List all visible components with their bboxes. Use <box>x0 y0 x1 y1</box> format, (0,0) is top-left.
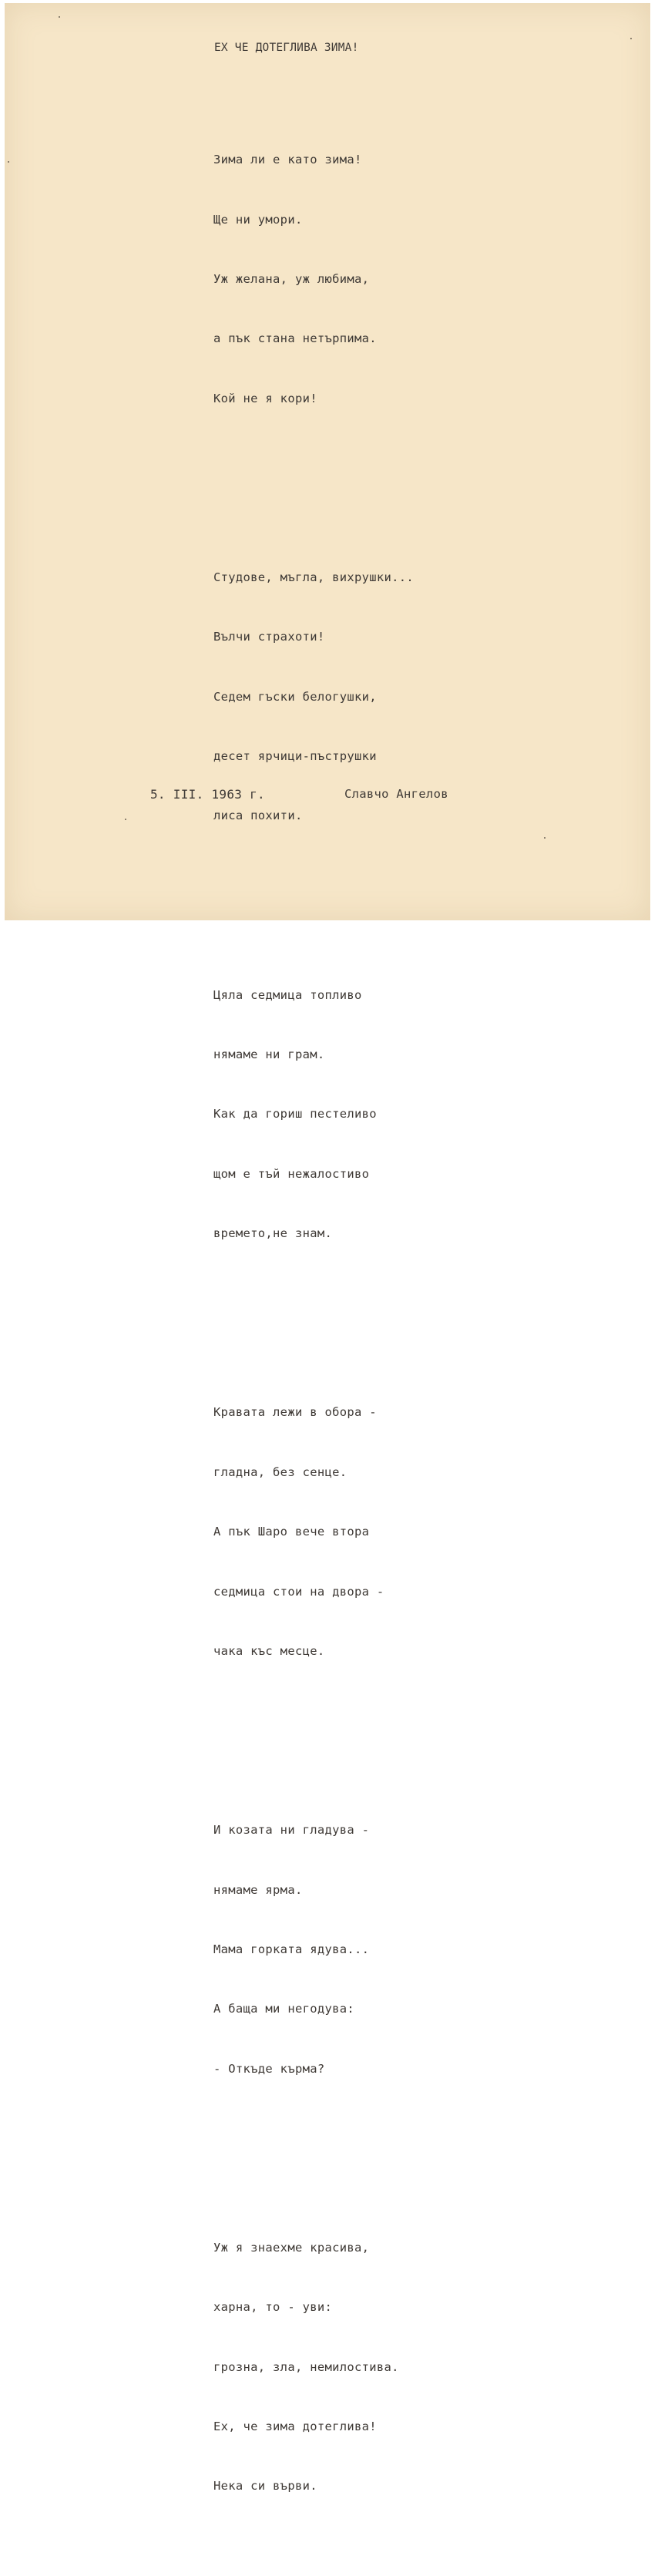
poem-line: А баща ми негодува: <box>213 2002 355 2016</box>
poem-line: Мама горката ядува... <box>213 1942 370 1956</box>
poem-line: Студове, мъгла, вихрушки... <box>213 570 415 584</box>
poem-line: десет ярчици-пъструшки <box>213 749 377 764</box>
poem-line: - Откъде кърма? <box>213 2061 325 2076</box>
poem-line: Зима ли е като зима! <box>213 153 362 167</box>
poem-line: А пък Шаро вече втора <box>213 1525 370 1539</box>
poem-line: нямаме ни грам. <box>213 1048 325 1062</box>
poem-line: харна, то - уви: <box>213 2300 333 2315</box>
typewritten-page <box>5 3 650 2494</box>
stanza-5 <box>213 1781 414 2120</box>
poem-line: И козата ни гладува - <box>213 1823 370 1838</box>
poem-line: Уж я знаехме красива, <box>213 2240 370 2255</box>
poem-line: Кой не я кори! <box>213 391 317 405</box>
poem-line: Седем гъски белогушки, <box>213 689 377 704</box>
poem-line: гладна, без сенце. <box>213 1465 347 1479</box>
stanza-1 <box>213 111 414 449</box>
poem-line: Кравата лежи в обора - <box>213 1405 377 1420</box>
poem-line: а пък стана нетърпима. <box>213 331 377 346</box>
poem-line: Ех, че зима дотеглива! <box>213 2420 377 2434</box>
poem-line: нямаме ярма. <box>213 1882 303 1897</box>
poem-line: седмица стои на двора - <box>213 1584 384 1599</box>
poem-line: Вълчи страхоти! <box>213 630 325 644</box>
paper-speck <box>125 819 126 820</box>
stanza-6 <box>213 2198 414 2537</box>
poem-line: чака къс месце. <box>213 1643 325 1658</box>
poem-line: Как да гориш пестеливо <box>213 1107 377 1122</box>
poem-line: щом е тъй нежалостиво <box>213 1166 370 1181</box>
paper-speck <box>630 38 632 39</box>
poem-title: ЕХ ЧЕ ДОТЕГЛИВА ЗИМА! <box>214 42 359 54</box>
paper-speck <box>59 16 60 18</box>
poem-line: Уж желана, уж любима, <box>213 271 370 286</box>
paper-speck <box>544 837 546 839</box>
stanza-4 <box>213 1364 414 1702</box>
poem-line: времето,не знам. <box>213 1226 333 1241</box>
poem-line: грозна, зла, немилостива. <box>213 2359 399 2374</box>
stanza-3 <box>213 946 414 1284</box>
poem-line: Цяла седмица топливо <box>213 987 362 1002</box>
paper-speck <box>8 161 9 163</box>
poem-line: Нека си върви. <box>213 2479 317 2494</box>
poem-date: 5. III. 1963 г. <box>150 787 265 802</box>
stanza-2 <box>213 528 414 866</box>
poem-author: Славчо Ангелов <box>344 787 448 801</box>
poem-line: Ще ни умори. <box>213 212 303 227</box>
poem-body <box>213 71 414 2576</box>
poem-line: лиса похити. <box>213 809 303 823</box>
